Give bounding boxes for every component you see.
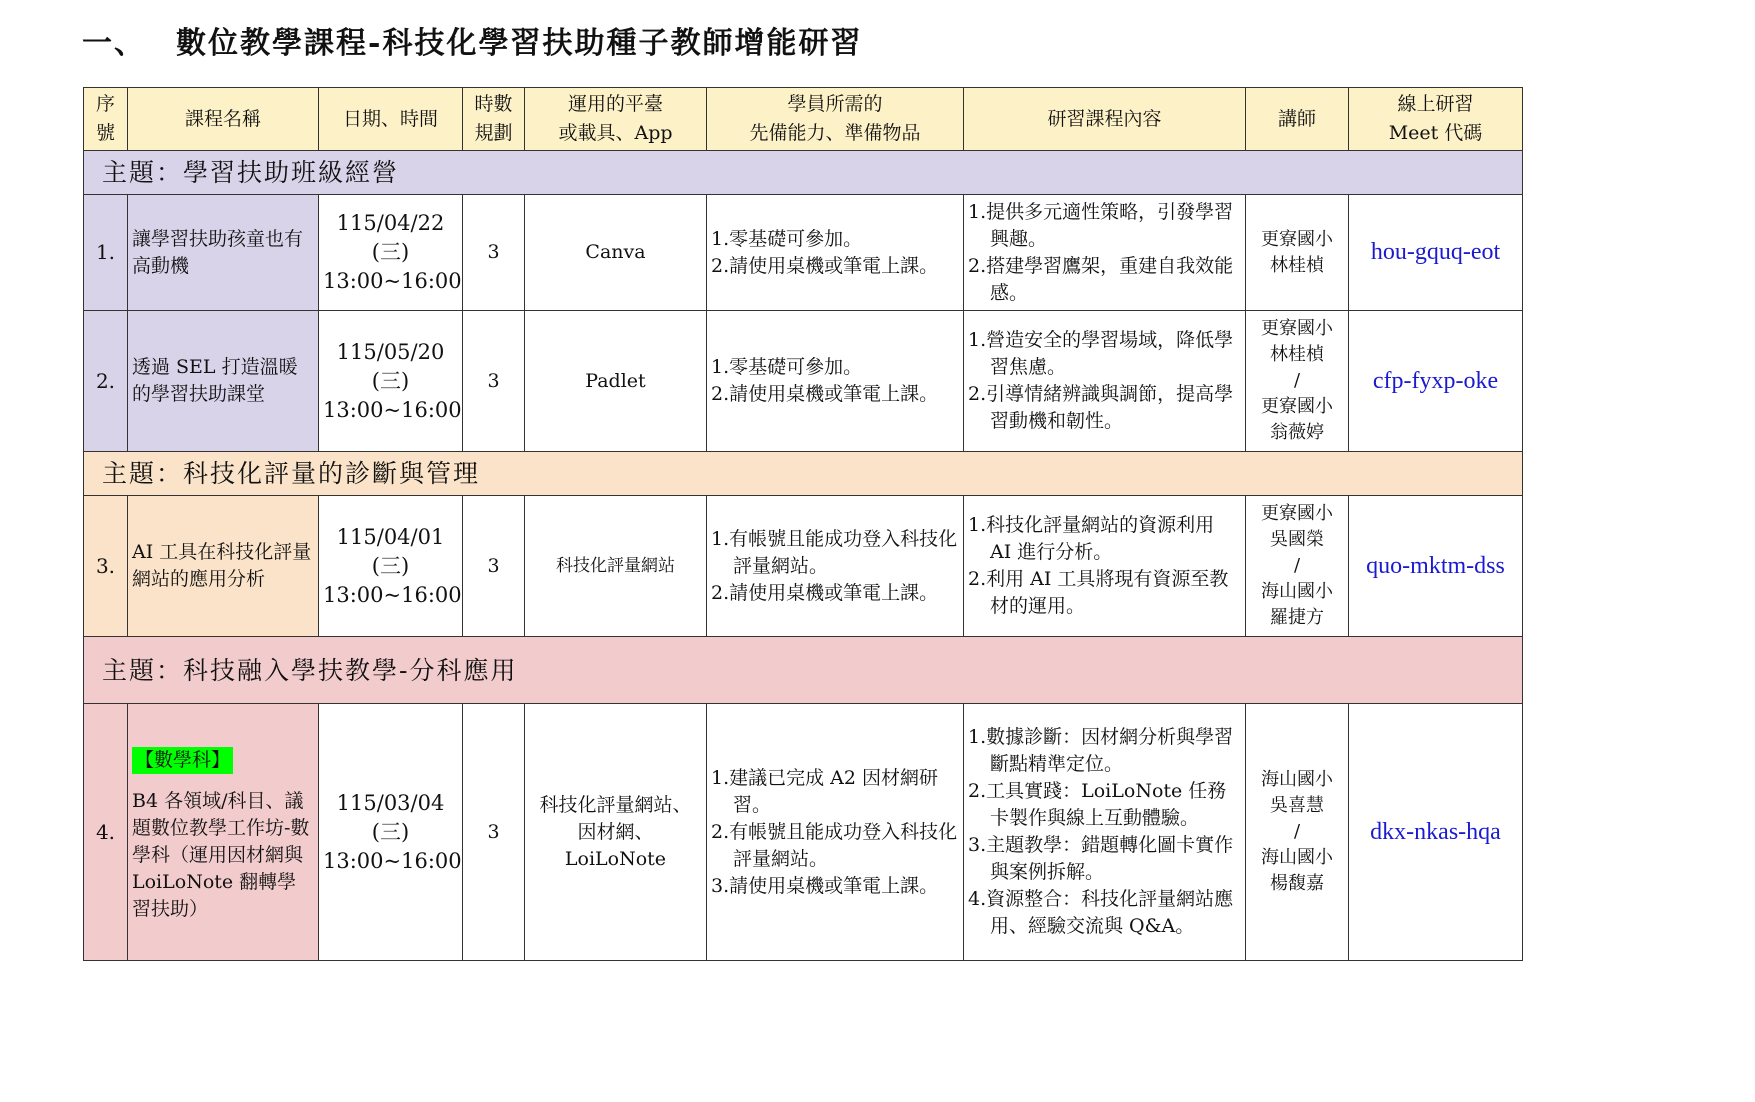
course-prereq: 1.零基礎可參加。 2.請使用桌機或筆電上課。 bbox=[707, 311, 964, 452]
course-hours: 3 bbox=[463, 704, 525, 961]
course-date: 115/03/04 (三) 13:00~16:00 bbox=[319, 704, 463, 961]
course-prereq: 1.建議已完成 A2 因材網研習。 2.有帳號且能成功登入科技化評量網站。 3.請使用桌機或筆電上課。 bbox=[707, 704, 964, 961]
title-number: 一、 bbox=[82, 26, 146, 61]
course-platform: Padlet bbox=[525, 311, 707, 452]
course-hours: 3 bbox=[463, 195, 525, 311]
course-hours: 3 bbox=[463, 496, 525, 637]
row-seq: 2. bbox=[84, 311, 128, 452]
theme-row bbox=[84, 637, 1523, 704]
course-teacher: 更寮國小 吳國榮 / 海山國小 羅捷方 bbox=[1246, 496, 1349, 637]
course-content: 1.營造安全的學習場域，降低學習焦慮。 2.引導情緒辨識與調節，提高學習動機和韌性。 bbox=[964, 311, 1246, 452]
meet-code[interactable]: quo-mktm-dss bbox=[1349, 496, 1523, 637]
course-name: B4 各領域/科目、議題數位教學工作坊-數學科（運用因材網與 LoiLoNote 翻轉學習扶助） bbox=[132, 790, 310, 920]
theme-row bbox=[84, 151, 1523, 195]
subject-tag: 【數學科】 bbox=[132, 747, 233, 774]
course-content: 1.科技化評量網站的資源利用 AI 進行分析。 2.利用 AI 工具將現有資源至教材的運用。 bbox=[964, 496, 1246, 637]
row-seq: 1. bbox=[84, 195, 128, 311]
theme-title: 主題：學習扶助班級經營 bbox=[84, 151, 1523, 195]
table-row bbox=[84, 704, 1523, 961]
meet-code[interactable]: dkx-nkas-hqa bbox=[1349, 704, 1523, 961]
course-teacher: 海山國小 吳喜慧 / 海山國小 楊馥嘉 bbox=[1246, 704, 1349, 961]
row-seq: 4. bbox=[84, 704, 128, 961]
header-row bbox=[84, 88, 1523, 151]
course-date: 115/04/01 (三) 13:00~16:00 bbox=[319, 496, 463, 637]
header-date: 日期、時間 bbox=[319, 88, 463, 151]
course-name: 讓學習扶助孩童也有高動機 bbox=[128, 195, 319, 311]
page-title bbox=[82, 18, 862, 62]
meet-code[interactable]: cfp-fyxp-oke bbox=[1349, 311, 1523, 452]
theme-title: 主題：科技融入學扶教學-分科應用 bbox=[84, 637, 1523, 704]
course-content: 1.數據診斷：因材網分析與學習斷點精準定位。 2.工具實踐：LoiLoNote 任務卡製作與線上互動體驗。 3.主題教學：錯題轉化圖卡實作與案例拆解。 4.資源整合：科技化評量網站應用、經驗交流與 Q&A。 bbox=[964, 704, 1246, 961]
course-prereq: 1.有帳號且能成功登入科技化評量網站。 2.請使用桌機或筆電上課。 bbox=[707, 496, 964, 637]
table-row bbox=[84, 496, 1523, 637]
header-hours: 時數 規劃 bbox=[463, 88, 525, 151]
course-date: 115/05/20 (三) 13:00~16:00 bbox=[319, 311, 463, 452]
course-teacher: 更寮國小 林桂楨 / 更寮國小 翁薇婷 bbox=[1246, 311, 1349, 452]
course-prereq: 1.零基礎可參加。 2.請使用桌機或筆電上課。 bbox=[707, 195, 964, 311]
course-platform: 科技化評量網站 bbox=[525, 496, 707, 637]
header-prereq: 學員所需的 先備能力、準備物品 bbox=[707, 88, 964, 151]
header-content: 研習課程內容 bbox=[964, 88, 1246, 151]
theme-title: 主題：科技化評量的診斷與管理 bbox=[84, 452, 1523, 496]
header-seq: 序 號 bbox=[84, 88, 128, 151]
theme-row bbox=[84, 452, 1523, 496]
header-name: 課程名稱 bbox=[128, 88, 319, 151]
row-seq: 3. bbox=[84, 496, 128, 637]
course-name: 透過 SEL 打造溫暖的學習扶助課堂 bbox=[128, 311, 319, 452]
course-teacher: 更寮國小 林桂楨 bbox=[1246, 195, 1349, 311]
table-row bbox=[84, 311, 1523, 452]
course-platform: 科技化評量網站、 因材網、 LoiLoNote bbox=[525, 704, 707, 961]
course-platform: Canva bbox=[525, 195, 707, 311]
table-row bbox=[84, 195, 1523, 311]
course-hours: 3 bbox=[463, 311, 525, 452]
course-table bbox=[83, 87, 1523, 961]
course-date: 115/04/22 (三) 13:00~16:00 bbox=[319, 195, 463, 311]
header-platform: 運用的平臺 或載具、App bbox=[525, 88, 707, 151]
course-content: 1.提供多元適性策略，引發學習興趣。 2.搭建學習鷹架，重建自我效能感。 bbox=[964, 195, 1246, 311]
course-name-cell bbox=[128, 704, 319, 961]
title-text: 數位教學課程-科技化學習扶助種子教師增能研習 bbox=[176, 26, 863, 61]
meet-code[interactable]: hou-gquq-eot bbox=[1349, 195, 1523, 311]
header-teacher: 講師 bbox=[1246, 88, 1349, 151]
header-meet: 線上研習 Meet 代碼 bbox=[1349, 88, 1523, 151]
course-name: AI 工具在科技化評量網站的應用分析 bbox=[128, 496, 319, 637]
